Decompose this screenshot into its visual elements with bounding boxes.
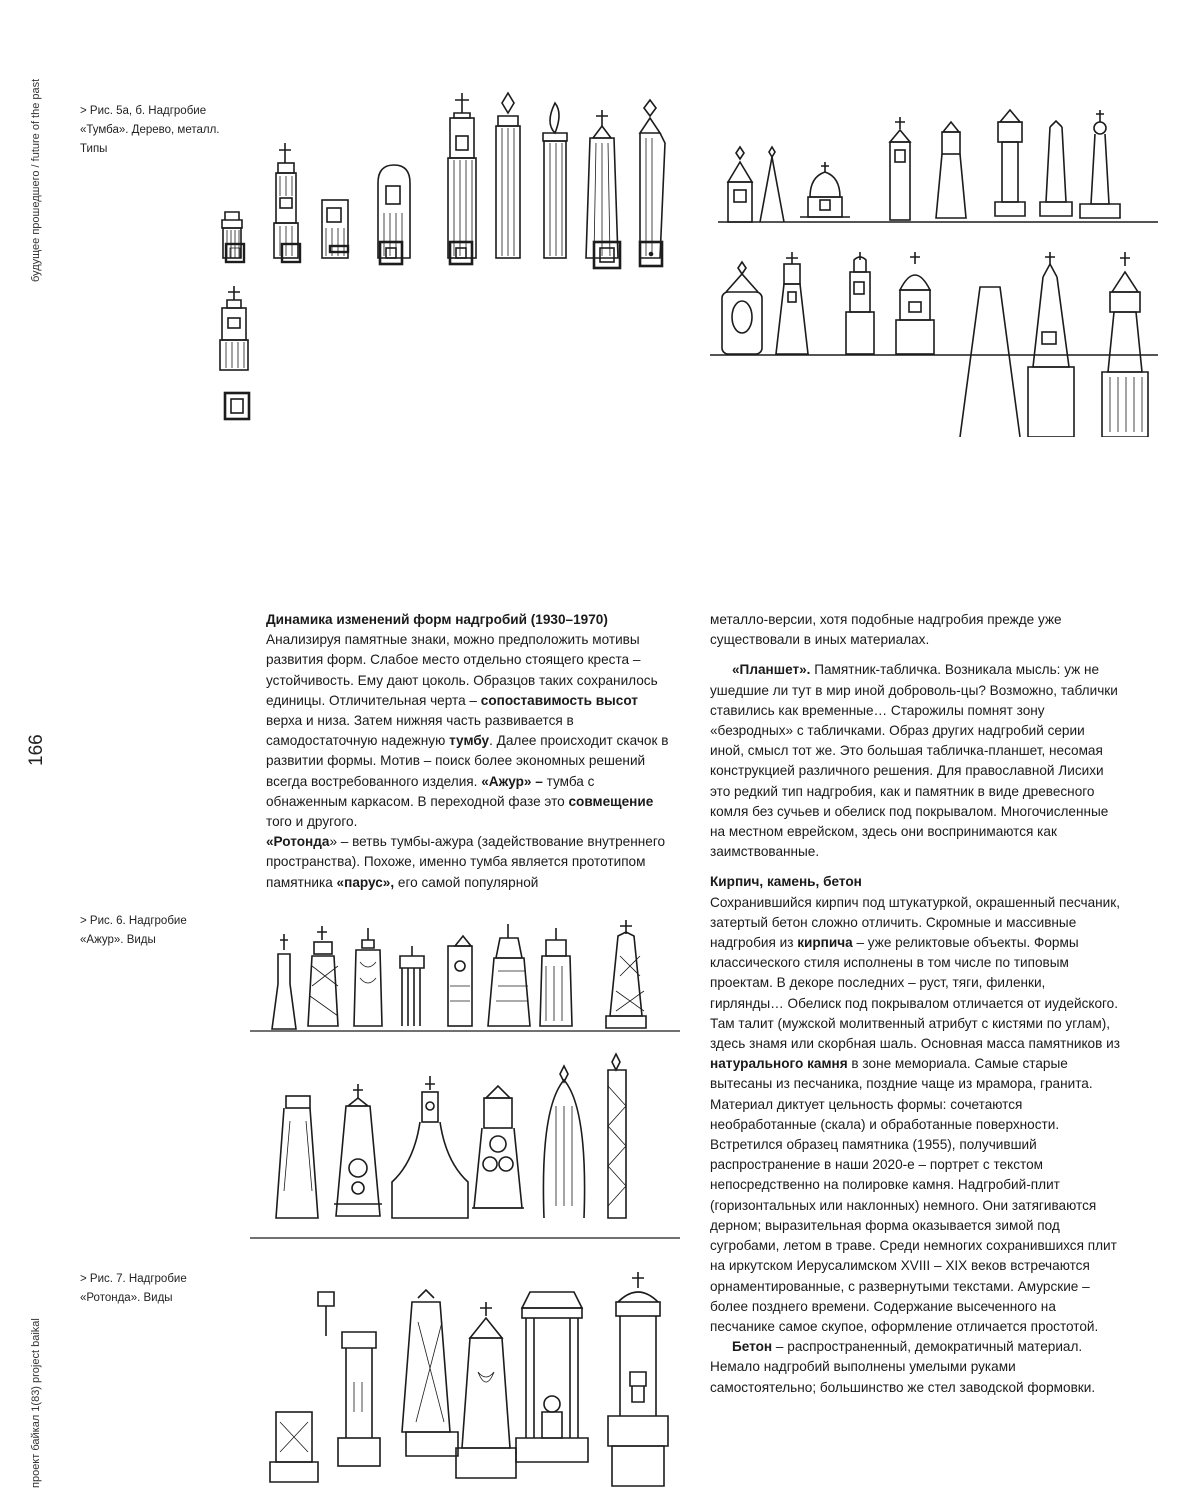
paragraph: Анализируя памятные знаки, можно предположить мотивы развития форм. Слабое место отдельно стоящего креста – устойчивость. Ему дают цоколь. Образцов таких сохранилось единицы. Отличительная черта – сопоставимость высот верха и низа. Затем нижняя часть развивается в самодостаточную надежную тумбу. Далее происходит скачок в развитии формы. Мотив – поиск более экономных решений всегда востребованного изделия. «Ажур» – тумба с обнаженным каркасом. В переходной фазе это совмещение того и другого.	[266, 632, 669, 830]
figure-7-rotonda	[258, 1262, 688, 1510]
monument-sketch	[496, 93, 520, 258]
caption-fig6: > Рис. 6. Надгробие «Ажур». Виды	[80, 915, 187, 946]
article-column-2	[710, 610, 1122, 1398]
running-head: будущее прошедшего / future of the past	[30, 78, 42, 282]
monument-sketch	[846, 252, 874, 354]
caption-fig5: > Рис. 5а, б. Надгробие «Тумба». Дерево, металл. Типы	[80, 105, 220, 155]
monument-sketch	[606, 920, 646, 1028]
figure-6-ajur	[250, 906, 680, 1242]
section-heading: Динамика изменений форм надгробий (1930–1970)	[266, 612, 608, 627]
monument-sketch	[516, 1292, 588, 1462]
monument-sketch	[543, 103, 567, 258]
monument-sketch	[272, 934, 296, 1029]
monument-sketch	[936, 122, 966, 218]
monument-sketch	[540, 928, 572, 1026]
monument-sketch	[543, 1066, 584, 1218]
paragraph: металло-версии, хотя подобные надгробия прежде уже существовали в иных материалах.	[710, 612, 1062, 648]
paragraph: «Ротонда» – ветвь тумбы-ажура (задействование внутреннего пространства). Похоже, именно тумба является прототипом памятника «парус», его самой популярной	[266, 834, 666, 890]
monument-sketch	[608, 1054, 626, 1218]
monument-sketch	[776, 252, 808, 354]
monument-sketch	[896, 252, 934, 354]
monument-sketch	[1040, 121, 1072, 216]
monument-sketch	[960, 287, 1020, 437]
monument-sketch	[308, 926, 338, 1026]
monument-sketch	[318, 1292, 380, 1466]
caption-fig7: > Рис. 7. Надгробие «Ротонда». Виды	[80, 1273, 187, 1304]
monument-sketch	[1028, 252, 1074, 437]
monument-sketch	[728, 147, 752, 222]
footer-journal: проект байкал 1(83) project baikal	[30, 1318, 42, 1488]
monument-sketch	[448, 936, 472, 1026]
monument-sketch	[472, 1086, 524, 1208]
page-number: 166	[26, 734, 47, 766]
monument-sketch	[456, 1302, 516, 1478]
monument-sketch	[1102, 252, 1148, 437]
monument-sketch	[354, 928, 382, 1026]
paragraph: Бетон – распространенный, демократичный материал. Немало надгробий выполнены умелыми руками самостоятельно; большинство же стел заводской формовки.	[710, 1339, 1096, 1395]
monument-sketch	[392, 1076, 468, 1218]
monument-sketch	[270, 1412, 318, 1482]
monument-sketch	[800, 162, 850, 217]
paragraph: «Планшет». Памятник-табличка. Возникала мысль: уж не ушедшие ли тут в мир иной доброволь-цы? Возможно, таблички ставились как временные… Старожилы помнят зону «безродных» с табличками. Образ других надгробий серии иной, смысл тот же. Это большая табличка-планшет, несомая конструкцией различного решения. Для православной Лисихи это редкий тип надгробия, как и памятник в виде древесного комля без сучьев и обелиск под покрывалом. Многочисленные на местном еврейском, здесь они воспринимаются как заимствованные.	[710, 662, 1118, 860]
monument-sketch	[608, 1272, 668, 1486]
monument-sketch	[890, 117, 910, 220]
monument-sketch	[402, 1290, 458, 1456]
monument-sketch	[995, 110, 1025, 216]
monument-sketch	[276, 1096, 318, 1218]
figure-5b-tumba-metal	[710, 102, 1160, 437]
monument-sketch	[400, 946, 424, 1026]
monument-sketch	[760, 147, 784, 222]
monument-sketch	[722, 262, 762, 354]
figure-5a-plan-views	[210, 236, 680, 426]
monument-sketch	[488, 924, 530, 1026]
monument-sketch	[1080, 110, 1120, 218]
article-column-1	[266, 610, 670, 893]
monument-sketch	[334, 1084, 382, 1216]
section-heading: Кирпич, камень, бетон	[710, 874, 862, 890]
monument-sketch	[640, 100, 665, 258]
paragraph: Сохранившийся кирпич под штукатуркой, окрашенный песчаник, затертый бетон сложно отличить. Скромные и массивные надгробия из кирпича – уже реликтовые объекты. Формы классического стиля исполнены в том числе по типовым проектам. В декоре последних – руст, тяги, филенки, гирлянды… Обелиск под покрывалом отличается от иудейского. Там талит (мужской молитвенный атрибут с кистями по углам), здесь знамя или скорбная шаль. Основная масса памятников из натурального камня в зоне мемориала. Самые старые вытесаны из песчаника, поздние чаще из мрамора, гранита. Материал диктует цельность формы: сочетаются необработанные (скала) и обработанные поверхности. Встретился образец памятника (1955), получивший распространение в наши 2020-е – портрет с текстом непосредственно на полировке камня. Надгробий-плит (горизонтальных или наклонных) немного. Они затягиваются дерном; выразительная форма оказывается зимой под сугробами, летом в траве. Среди немногих сохранившихся плит на иркутском Иерусалимском XVIII – XIX веков встречаются орнаментированные, с развернутыми текстами. Амурские – более позднего времени. Содержание высеченного на песчанике самое скупое, оформление отличается простотой.	[710, 894, 1120, 1334]
monument-sketch	[448, 93, 476, 258]
